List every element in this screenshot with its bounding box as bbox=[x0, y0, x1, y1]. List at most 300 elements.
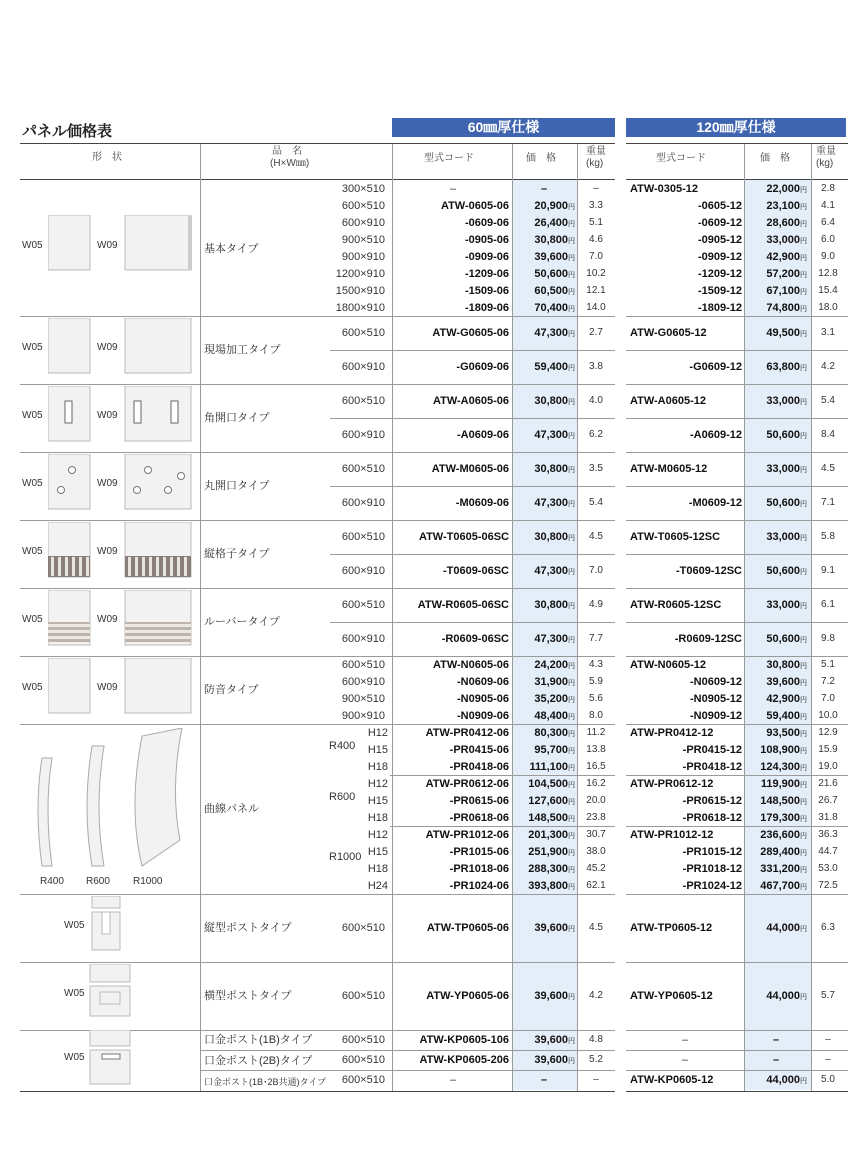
weight60-cell: 10.2 bbox=[586, 268, 606, 279]
price60-cell bbox=[513, 267, 575, 281]
code120-cell: ATW-YP0605-12 bbox=[630, 990, 713, 1002]
horizontal-rule bbox=[20, 894, 615, 895]
code60-cell: -PR0415-06 bbox=[449, 744, 509, 756]
price120-cell bbox=[745, 828, 807, 842]
weight60-cell: 4.5 bbox=[589, 922, 603, 933]
header-code60: 型式コード bbox=[424, 153, 474, 164]
code60-cell: ATW-YP0605-06 bbox=[426, 990, 509, 1002]
yen-unit: 円 bbox=[568, 467, 575, 474]
code120-cell: – bbox=[681, 1054, 689, 1066]
weight120-cell: 15.4 bbox=[818, 285, 838, 296]
horizontal-rule bbox=[200, 1070, 615, 1071]
price60-cell bbox=[513, 811, 575, 825]
header-item-size: (H×W㎜) bbox=[270, 158, 310, 169]
yen-unit: 円 bbox=[800, 663, 807, 670]
yen-unit: 円 bbox=[800, 867, 807, 874]
code120-cell: ATW-PR0412-12 bbox=[630, 727, 714, 739]
weight60-cell: 6.2 bbox=[589, 429, 603, 440]
price60-cell bbox=[513, 726, 575, 740]
row-size: 600×510 bbox=[341, 1054, 385, 1066]
label-w05-lattice: W05 bbox=[22, 546, 43, 557]
weight120-cell: 19.0 bbox=[818, 761, 838, 772]
horizontal-rule bbox=[200, 1050, 615, 1051]
row-height-size: H18 bbox=[367, 812, 388, 824]
panel-kpost-icon bbox=[88, 1030, 138, 1086]
code60-cell: ATW-KP0605-106 bbox=[419, 1034, 509, 1046]
weight60-cell: 3.3 bbox=[589, 200, 603, 211]
price60-value: 26,400 bbox=[534, 217, 568, 229]
code120-cell: -PR1024-12 bbox=[682, 880, 742, 892]
horizontal-rule bbox=[626, 1070, 848, 1071]
horizontal-rule bbox=[20, 179, 615, 180]
price60-cell bbox=[513, 845, 575, 859]
price120-value: 148,500 bbox=[760, 795, 800, 807]
price120-cell bbox=[745, 360, 807, 374]
price120-cell bbox=[745, 760, 807, 774]
price60-cell bbox=[513, 1033, 575, 1047]
weight60-cell: 13.8 bbox=[586, 744, 606, 755]
row-size: 600×510 bbox=[341, 395, 385, 407]
weight60-cell: 8.0 bbox=[589, 710, 603, 721]
price120-cell bbox=[745, 1053, 807, 1067]
yen-unit: 円 bbox=[568, 399, 575, 406]
weight120-cell: 4.5 bbox=[821, 463, 835, 474]
price60-cell bbox=[513, 301, 575, 315]
yen-unit: 円 bbox=[568, 433, 575, 440]
type-louver: ルーバータイプ bbox=[204, 616, 280, 628]
header-shape: 形 状 bbox=[92, 152, 122, 163]
code120-cell: -PR0415-12 bbox=[682, 744, 742, 756]
code60-cell: ATW-A0605-06 bbox=[433, 395, 509, 407]
horizontal-rule bbox=[626, 520, 848, 521]
code60-cell: -0909-06 bbox=[464, 251, 509, 263]
code120-cell: -G0609-12 bbox=[689, 361, 742, 373]
code60-cell: ATW-KP0605-206 bbox=[419, 1054, 509, 1066]
price120-value: 49,500 bbox=[766, 327, 800, 339]
code60-cell: ATW-PR0412-06 bbox=[425, 727, 509, 739]
code120-cell: -1509-12 bbox=[697, 285, 742, 297]
price60-value: 30,800 bbox=[534, 599, 568, 611]
code120-cell: -PR0418-12 bbox=[682, 761, 742, 773]
weight60-cell: 5.9 bbox=[589, 676, 603, 687]
horizontal-rule bbox=[626, 826, 848, 827]
weight120-cell: 21.6 bbox=[818, 778, 838, 789]
weight120-cell: – bbox=[825, 1054, 831, 1065]
yen-unit: 円 bbox=[568, 731, 575, 738]
row-size: 600×910 bbox=[341, 217, 385, 229]
price120-cell bbox=[745, 632, 807, 646]
yen-unit: 円 bbox=[800, 637, 807, 644]
weight120-cell: 7.2 bbox=[821, 676, 835, 687]
price60-cell bbox=[513, 394, 575, 408]
price60-value: 111,100 bbox=[529, 761, 568, 773]
yen-unit: 円 bbox=[800, 467, 807, 474]
weight120-cell: 5.7 bbox=[821, 990, 835, 1001]
price120-value: 119,900 bbox=[760, 778, 800, 790]
row-size: 600×910 bbox=[341, 497, 385, 509]
price120-value: 33,000 bbox=[766, 531, 800, 543]
price60-cell bbox=[513, 760, 575, 774]
horizontal-rule bbox=[330, 350, 615, 351]
code120-cell: -T0609-12SC bbox=[675, 565, 742, 577]
type-square: 角開口タイプ bbox=[204, 412, 270, 424]
price60-value: 35,200 bbox=[534, 693, 568, 705]
price60-cell bbox=[513, 692, 575, 706]
price60-value: 50,600 bbox=[534, 268, 568, 280]
horizontal-rule bbox=[626, 384, 848, 385]
weight120-cell: 9.0 bbox=[821, 251, 835, 262]
row-height-size: H12 bbox=[367, 778, 388, 790]
row-size: 900×910 bbox=[341, 710, 385, 722]
price60-cell bbox=[513, 496, 575, 510]
price120-cell bbox=[745, 709, 807, 723]
yen-unit: 円 bbox=[800, 272, 807, 279]
code60-cell: -0905-06 bbox=[464, 234, 509, 246]
price120-value: 44,000 bbox=[766, 922, 800, 934]
price120-cell bbox=[745, 658, 807, 672]
row-height-size: H12 bbox=[367, 829, 388, 841]
yen-unit: 円 bbox=[800, 399, 807, 406]
price60-value: 70,400 bbox=[534, 302, 568, 314]
type-kp1: 口金ポスト(1B)タイプ bbox=[204, 1034, 313, 1046]
horizontal-rule bbox=[626, 962, 848, 963]
price120-value: 22,000 bbox=[766, 183, 800, 195]
code60-cell: -PR0418-06 bbox=[449, 761, 509, 773]
label-r600: R600 bbox=[86, 876, 110, 887]
row-size: 600×910 bbox=[341, 676, 385, 688]
price120-value: 28,600 bbox=[766, 217, 800, 229]
panel-hpost-icon bbox=[88, 964, 138, 1020]
label-w05-louver: W05 bbox=[22, 614, 43, 625]
price120-cell bbox=[745, 394, 807, 408]
yen-unit: 円 bbox=[800, 833, 807, 840]
row-size: 600×510 bbox=[341, 659, 385, 671]
price60-cell bbox=[513, 862, 575, 876]
price120-cell bbox=[745, 1033, 807, 1047]
horizontal-rule bbox=[330, 554, 615, 555]
yen-unit: 円 bbox=[568, 833, 575, 840]
weight120-cell: 36.3 bbox=[818, 829, 838, 840]
price120-cell bbox=[745, 496, 807, 510]
weight60-cell: 4.5 bbox=[589, 531, 603, 542]
price120-cell bbox=[745, 845, 807, 859]
price120-value: 50,600 bbox=[766, 565, 800, 577]
yen-unit: 円 bbox=[800, 850, 807, 857]
type-kp2: 口金ポスト(2B)タイプ bbox=[204, 1055, 313, 1067]
horizontal-rule bbox=[330, 418, 615, 419]
price120-value: 57,200 bbox=[766, 268, 800, 280]
yen-unit: 円 bbox=[568, 501, 575, 508]
price60-value: 47,300 bbox=[534, 497, 568, 509]
yen-unit: 円 bbox=[568, 221, 575, 228]
weight60-cell: 45.2 bbox=[586, 863, 606, 874]
code120-cell: ATW-KP0605-12 bbox=[630, 1074, 714, 1086]
yen-unit: 円 bbox=[568, 603, 575, 610]
horizontal-rule bbox=[626, 316, 848, 317]
weight60-cell: 7.0 bbox=[589, 251, 603, 262]
yen-unit: 円 bbox=[800, 748, 807, 755]
weight120-cell: 7.1 bbox=[821, 497, 835, 508]
price120-cell bbox=[745, 182, 807, 196]
price120-value: 124,300 bbox=[760, 761, 800, 773]
label-r400: R400 bbox=[40, 876, 64, 887]
price120-cell bbox=[745, 462, 807, 476]
curve-group-r600: R600 bbox=[329, 791, 356, 803]
yen-unit: 円 bbox=[568, 799, 575, 806]
weight60-cell: 5.6 bbox=[589, 693, 603, 704]
yen-unit: 円 bbox=[800, 731, 807, 738]
code120-cell: -N0905-12 bbox=[690, 693, 742, 705]
weight60-cell: 4.8 bbox=[589, 1034, 603, 1045]
price120-cell bbox=[745, 811, 807, 825]
page-title: パネル価格表 bbox=[22, 123, 113, 140]
price60-cell bbox=[513, 632, 575, 646]
code60-cell: ATW-0605-06 bbox=[440, 200, 509, 212]
price60-cell bbox=[513, 182, 575, 196]
code60-cell: -0609-06 bbox=[464, 217, 509, 229]
type-round: 丸開口タイプ bbox=[204, 480, 270, 492]
weight120-cell: 44.7 bbox=[818, 846, 838, 857]
horizontal-rule bbox=[626, 350, 848, 351]
code60-cell: -PR0615-06 bbox=[449, 795, 509, 807]
horizontal-rule bbox=[20, 384, 615, 385]
weight60-cell: 5.2 bbox=[589, 1054, 603, 1065]
code120-cell: -A0609-12 bbox=[690, 429, 742, 441]
price120-cell bbox=[745, 326, 807, 340]
weight120-cell: 6.4 bbox=[821, 217, 835, 228]
price120-value: 33,000 bbox=[766, 234, 800, 246]
weight120-cell: 12.9 bbox=[818, 727, 838, 738]
type-field: 現場加工タイプ bbox=[204, 344, 281, 356]
yen-unit: 円 bbox=[568, 1038, 575, 1045]
price60-cell bbox=[513, 675, 575, 689]
weight120-cell: 6.1 bbox=[821, 599, 835, 610]
code60-cell: -1209-06 bbox=[464, 268, 509, 280]
code60-cell: ATW-R0605-06SC bbox=[417, 599, 509, 611]
label-w05-vpost: W05 bbox=[64, 920, 85, 931]
yen-unit: 円 bbox=[568, 697, 575, 704]
row-height-size: H18 bbox=[367, 761, 388, 773]
yen-unit: 円 bbox=[800, 816, 807, 823]
type-lattice: 縦格子タイプ bbox=[204, 548, 270, 560]
price60-value: 39,600 bbox=[534, 922, 568, 934]
price60-cell bbox=[513, 1073, 575, 1087]
price120-cell bbox=[745, 794, 807, 808]
price60-value: 39,600 bbox=[534, 990, 568, 1002]
yen-unit: 円 bbox=[800, 221, 807, 228]
price60-cell bbox=[513, 1053, 575, 1067]
price120-cell bbox=[745, 284, 807, 298]
price120-cell bbox=[745, 743, 807, 757]
horizontal-rule bbox=[626, 143, 848, 144]
price120-value: 179,300 bbox=[760, 812, 800, 824]
code60-cell: -PR1018-06 bbox=[449, 863, 509, 875]
price120-value: 30,800 bbox=[766, 659, 800, 671]
weight60-cell: 3.8 bbox=[589, 361, 603, 372]
price120-cell bbox=[745, 267, 807, 281]
label-w05-kpost: W05 bbox=[64, 1052, 85, 1063]
panel-vpost-icon bbox=[88, 896, 138, 952]
price60-value: 48,400 bbox=[534, 710, 568, 722]
row-height-size: H15 bbox=[367, 795, 388, 807]
price120-value: 331,200 bbox=[760, 863, 800, 875]
horizontal-rule bbox=[626, 1091, 848, 1092]
price60-value: 59,400 bbox=[534, 361, 568, 373]
code60-cell: – bbox=[449, 1074, 457, 1086]
code120-cell: -PR0615-12 bbox=[682, 795, 742, 807]
yen-unit: 円 bbox=[568, 714, 575, 721]
yen-unit: 円 bbox=[568, 238, 575, 245]
weight60-cell: 4.6 bbox=[589, 234, 603, 245]
price120-cell bbox=[745, 598, 807, 612]
yen-unit: 円 bbox=[568, 926, 575, 933]
row-size: 600×910 bbox=[341, 633, 385, 645]
row-size: 600×510 bbox=[341, 531, 385, 543]
type-curve: 曲線パネル bbox=[204, 803, 259, 815]
price120-cell bbox=[745, 301, 807, 315]
weight60-cell: 16.5 bbox=[586, 761, 606, 772]
code60-cell: -PR1024-06 bbox=[449, 880, 509, 892]
row-height-size: H12 bbox=[367, 727, 388, 739]
row-size: 1800×910 bbox=[335, 302, 385, 314]
weight60-cell: 38.0 bbox=[586, 846, 606, 857]
weight60-cell: 5.4 bbox=[589, 497, 603, 508]
horizontal-rule bbox=[20, 452, 615, 453]
price120-cell bbox=[745, 216, 807, 230]
band-120mm: 120㎜厚仕様 bbox=[626, 118, 846, 137]
weight60-cell: 4.0 bbox=[589, 395, 603, 406]
code60-cell: ATW-TP0605-06 bbox=[426, 922, 509, 934]
yen-unit: 円 bbox=[568, 204, 575, 211]
type-vpost: 縦型ポストタイプ bbox=[204, 922, 292, 934]
type-kp-common: 口金ポスト(1B･2B共通)タイプ bbox=[204, 1077, 327, 1087]
weight60-cell: 2.7 bbox=[589, 327, 603, 338]
yen-unit: 円 bbox=[568, 255, 575, 262]
panel-lattice-icon bbox=[48, 522, 218, 582]
yen-unit: 円 bbox=[568, 365, 575, 372]
price60-cell bbox=[513, 879, 575, 893]
label-w09-round: W09 bbox=[97, 478, 118, 489]
price60-cell bbox=[513, 921, 575, 935]
horizontal-rule bbox=[626, 1030, 848, 1031]
code120-cell: -1809-12 bbox=[697, 302, 742, 314]
yen-unit: 円 bbox=[800, 926, 807, 933]
price120-value: – bbox=[772, 1054, 780, 1066]
code120-cell: ATW-A0605-12 bbox=[630, 395, 706, 407]
price60-cell bbox=[513, 199, 575, 213]
yen-unit: 円 bbox=[800, 501, 807, 508]
header-weight60: 重量 bbox=[586, 146, 606, 157]
row-size: 600×510 bbox=[341, 599, 385, 611]
code60-cell: -N0609-06 bbox=[457, 676, 509, 688]
yen-unit: 円 bbox=[800, 765, 807, 772]
header-weight120: 重量 bbox=[816, 146, 836, 157]
price120-value: 33,000 bbox=[766, 599, 800, 611]
panel-louver-icon bbox=[48, 590, 218, 650]
price60-value: 251,900 bbox=[528, 846, 568, 858]
price120-cell bbox=[745, 777, 807, 791]
horizontal-rule bbox=[20, 1091, 615, 1092]
yen-unit: 円 bbox=[568, 663, 575, 670]
code120-cell: -N0909-12 bbox=[690, 710, 742, 722]
price120-cell bbox=[745, 862, 807, 876]
price120-cell bbox=[745, 921, 807, 935]
price60-value: 104,500 bbox=[528, 778, 568, 790]
horizontal-rule bbox=[626, 775, 848, 776]
code60-cell: -R0609-06SC bbox=[441, 633, 509, 645]
price60-value: 30,800 bbox=[534, 531, 568, 543]
header-weight60-unit: (kg) bbox=[586, 158, 604, 169]
type-sound: 防音タイプ bbox=[204, 684, 259, 696]
price120-cell bbox=[745, 726, 807, 740]
horizontal-rule bbox=[626, 554, 848, 555]
yen-unit: 円 bbox=[800, 306, 807, 313]
code120-cell: ATW-PR1012-12 bbox=[630, 829, 714, 841]
code60-cell: -PR0618-06 bbox=[449, 812, 509, 824]
vertical-rule bbox=[577, 144, 578, 1091]
weight60-cell: 20.0 bbox=[586, 795, 606, 806]
price60-value: – bbox=[540, 183, 548, 195]
price120-value: 67,100 bbox=[766, 285, 800, 297]
row-size: 900×510 bbox=[341, 693, 385, 705]
horizontal-rule bbox=[626, 588, 848, 589]
code120-cell: -PR0618-12 bbox=[682, 812, 742, 824]
yen-unit: 円 bbox=[800, 187, 807, 194]
header-price60: 価 格 bbox=[526, 153, 556, 164]
row-size: 600×510 bbox=[341, 1034, 385, 1046]
yen-unit: 円 bbox=[800, 714, 807, 721]
horizontal-rule bbox=[390, 775, 615, 776]
price120-cell bbox=[745, 675, 807, 689]
horizontal-rule bbox=[330, 622, 615, 623]
panel-round-opening-icon bbox=[48, 454, 218, 514]
row-size: 900×910 bbox=[341, 251, 385, 263]
price60-value: 148,500 bbox=[528, 812, 568, 824]
horizontal-rule bbox=[20, 962, 615, 963]
weight120-cell: 3.1 bbox=[821, 327, 835, 338]
yen-unit: 円 bbox=[800, 680, 807, 687]
price60-value: 47,300 bbox=[534, 429, 568, 441]
code60-cell: -M0609-06 bbox=[455, 497, 509, 509]
yen-unit: 円 bbox=[800, 365, 807, 372]
price60-value: 80,300 bbox=[534, 727, 568, 739]
price120-value: 23,100 bbox=[766, 200, 800, 212]
label-w09-lattice: W09 bbox=[97, 546, 118, 557]
code120-cell: -0605-12 bbox=[697, 200, 742, 212]
code120-cell: -PR1018-12 bbox=[682, 863, 742, 875]
price120-value: 50,600 bbox=[766, 633, 800, 645]
row-height-size: H15 bbox=[367, 744, 388, 756]
weight120-cell: 53.0 bbox=[818, 863, 838, 874]
yen-unit: 円 bbox=[800, 799, 807, 806]
price120-cell bbox=[745, 428, 807, 442]
price60-value: 24,200 bbox=[534, 659, 568, 671]
code60-cell: – bbox=[449, 183, 457, 195]
price60-cell bbox=[513, 462, 575, 476]
price120-value: 50,600 bbox=[766, 497, 800, 509]
weight60-cell: 16.2 bbox=[586, 778, 606, 789]
code60-cell: ATW-M0605-06 bbox=[431, 463, 509, 475]
horizontal-rule bbox=[626, 622, 848, 623]
row-size: 600×510 bbox=[341, 922, 385, 934]
code120-cell: -PR1015-12 bbox=[682, 846, 742, 858]
curve-group-r400: R400 bbox=[329, 740, 356, 752]
label-w05-round: W05 bbox=[22, 478, 43, 489]
code60-cell: -G0609-06 bbox=[456, 361, 509, 373]
panel-sound-icon bbox=[48, 658, 218, 718]
yen-unit: 円 bbox=[568, 289, 575, 296]
price60-cell bbox=[513, 989, 575, 1003]
